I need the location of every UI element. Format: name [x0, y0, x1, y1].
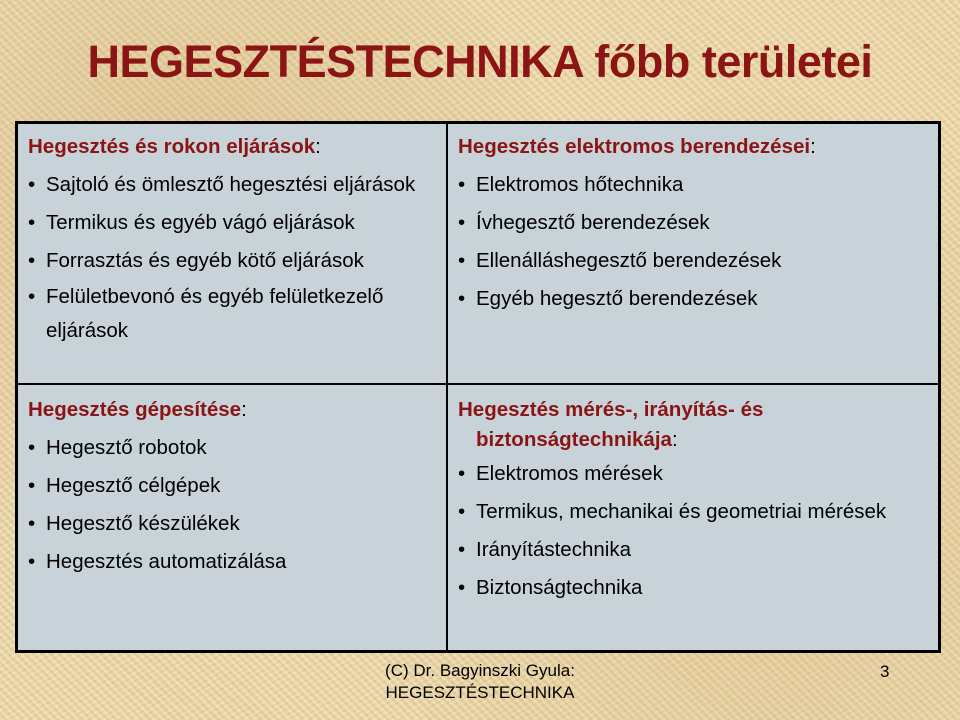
quadrant-heading [458, 391, 938, 455]
list-item: • Elektromos mérések [458, 455, 938, 493]
bullet-list [28, 166, 442, 348]
list-item: • Hegesztő célgépek [28, 467, 442, 505]
heading-text-line1: Hegesztés mérés-, irányítás- és [458, 398, 764, 421]
footer-credit [330, 660, 630, 704]
heading-text: Hegesztés és rokon eljárások [28, 135, 316, 158]
slide-title: HEGESZTÉSTECHNIKA főbb területei [87, 36, 873, 87]
footer-author: (C) Dr. Bagyinszki Gyula: [385, 661, 575, 680]
topics-table [15, 121, 941, 653]
quadrant-heading [28, 391, 442, 429]
quadrant-heading [28, 128, 442, 166]
heading-line2-wrap [458, 425, 938, 455]
bullet-list [28, 429, 442, 581]
bullet-list [458, 166, 938, 318]
list-item: • Ívhegesztő berendezések [458, 204, 938, 242]
horizontal-divider [18, 383, 938, 385]
quadrant-top-left [28, 128, 442, 348]
list-item: • Hegesztés automatizálása [28, 543, 442, 581]
list-item: • Termikus és egyéb vágó eljárások [28, 204, 442, 242]
heading-colon: : [671, 428, 678, 451]
quadrant-bottom-right [458, 391, 938, 607]
heading-text: Hegesztés gépesítése [28, 398, 242, 421]
heading-colon: : [810, 135, 816, 158]
list-item: • Irányítástechnika [458, 531, 938, 569]
heading-colon: : [241, 398, 247, 421]
list-item: • Hegesztő készülékek [28, 505, 442, 543]
list-item: • Sajtoló és ömlesztő hegesztési eljárások [28, 166, 442, 204]
list-item: • Ellenálláshegesztő berendezések [458, 242, 938, 280]
list-item: • Egyéb hegesztő berendezések [458, 280, 938, 318]
heading-colon: : [315, 135, 321, 158]
bullet-list [458, 455, 938, 607]
quadrant-bottom-left [28, 391, 442, 581]
page-number: 3 [880, 662, 890, 681]
quadrant-heading [458, 128, 938, 166]
list-item: • Elektromos hőtechnika [458, 166, 938, 204]
list-item: • Termikus, mechanikai és geometriai mérések [458, 493, 938, 531]
list-item: • Felületbevonó és egyéb felületkezelő eljárások [28, 280, 442, 348]
heading-text: Hegesztés elektromos berendezései [458, 135, 811, 158]
quadrant-top-right [458, 128, 938, 318]
list-item: • Hegesztő robotok [28, 429, 442, 467]
vertical-divider [446, 124, 448, 650]
heading-text-line2: biztonságtechnikája [476, 428, 672, 451]
list-item: • Biztonságtechnika [458, 569, 938, 607]
footer-course: HEGESZTÉSTECHNIKA [385, 683, 575, 702]
list-item: • Forrasztás és egyéb kötő eljárások [28, 242, 442, 280]
